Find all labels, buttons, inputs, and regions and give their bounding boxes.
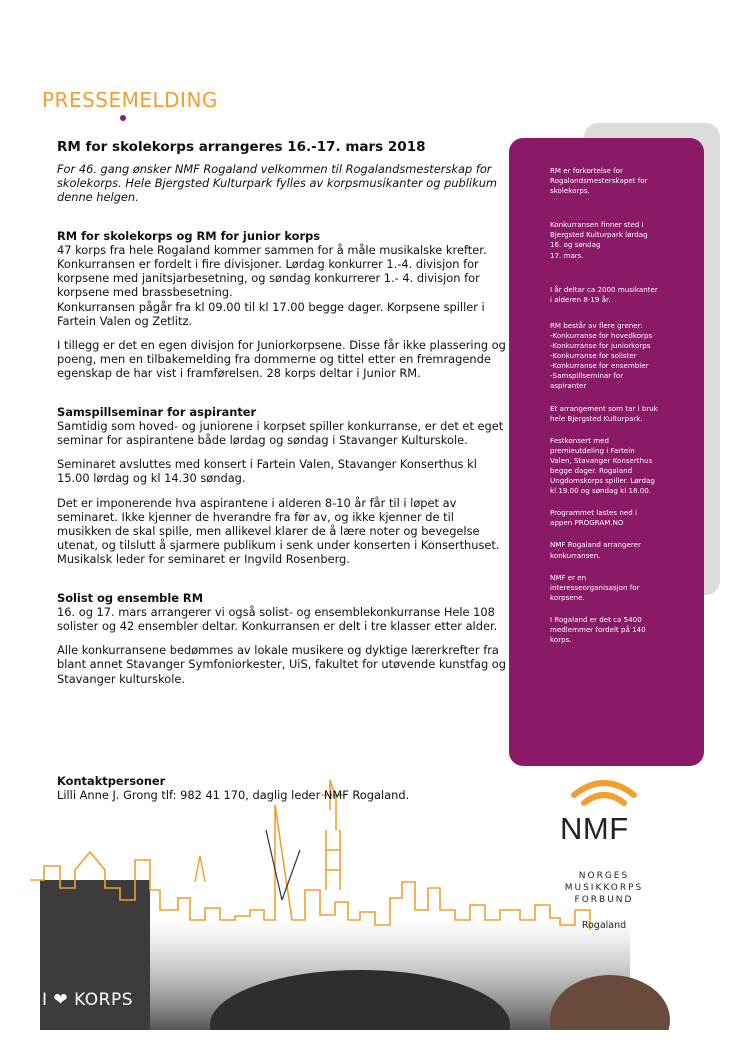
sidebar-item: NMF Rogaland arrangerer konkurransen.: [550, 540, 641, 560]
paragraph: 47 korps fra hele Rogaland kommer sammen for å måle musikalske krefter. Konkurransen er fordelt i fire divisjoner. Lørdag konkurrer 1.-4. divisjon for korpsene med janitsjarbesetning, og søndag konkurrerer 1.- 4. divisjon for korpsene med brassbesetning.: [57, 242, 487, 300]
paragraph: Seminaret avsluttes med konsert i Fartein Valen, Stavanger Konserthus kl 15.00 lørdag og kl 14.30 søndag.: [57, 457, 477, 486]
contact-section: [57, 774, 409, 802]
heart-icon: ❤: [53, 990, 69, 1010]
paragraph: Det er imponerende hva aspirantene i alderen 8-10 år får til i løpet av seminaret. Ikke kjenner de hverandre fra før av, og ikke kjenner de til musikken de skal spille, men allikevel klarer de å lære noter og bevegelse utenat, og tilslutt å sjarmere publikum i senk under konserten i Konserthuset. Musikalsk leder for seminaret er Ingvild Rosenberg.: [57, 495, 500, 567]
sidebar-item: NMF er en interesseorganisasjon for korpsene.: [550, 572, 640, 602]
logo-line-norges: NORGES: [578, 871, 630, 881]
article-body: [57, 162, 507, 696]
sidebar-item: RM er forkortelse for Rogalandsmesterskapet for skolekorps.: [550, 166, 648, 196]
contact-line: Lilli Anne J. Grong tlf: 982 41 170, daglig leder NMF Rogaland.: [57, 788, 410, 802]
section-title: RM for skolekorps og RM for junior korps: [57, 228, 321, 243]
sound-wave-icon: [548, 773, 668, 813]
banner-prefix: I: [42, 990, 48, 1010]
sidebar-item: Festkonsert med premieutdeling i Fartein Valen, Stavanger Konserthus begge dager. Rogaland Ungdomskorps spiller. Lørdag kl 19.00 og søndag kl 18.00.: [550, 435, 655, 496]
sidebar-item: Konkurransen finner sted i Bjergsted Kulturpark lørdag 16. og søndag 17. mars.: [550, 220, 648, 260]
logo-line-musikkorps: MUSIKKORPS: [564, 883, 644, 893]
sidebar-item: I Rogaland er det ca 5400 medlemmer fordelt på 140 korps.: [550, 614, 646, 645]
page-header-title: PRESSEMELDING: [42, 88, 218, 112]
paragraph: Alle konkurransene bedømmes av lokale musikere og dyktige lærerkrefter fra blant annet Stavanger Symfoniorkester, UiS, fakultet for utøvende kunstfag og Stavanger kulturskole.: [57, 643, 507, 686]
section-samspillseminar: [57, 405, 507, 567]
header-dot-decoration: [120, 115, 126, 121]
paragraph: Konkurransen pågår fra kl 09.00 til kl 17.00 begge dager. Korpsene spiller i Fartein Valen og Zetlitz.: [57, 299, 485, 328]
sidebar-item: I år deltar ca 2000 musikanter i alderen 8-19 år.: [550, 284, 658, 304]
section-rm-skolekorps: [57, 229, 507, 381]
section-title: Samspillseminar for aspiranter: [57, 404, 257, 419]
paragraph: I tillegg er det en egen divisjon for Juniorkorpsene. Disse får ikke plassering og poeng, men en tilbakemelding fra dommerne og tittel etter en fremragende egenskap de har vist i framførelsen. 28 korps deltar i Junior RM.: [57, 338, 506, 381]
sidebar-item: RM består av flere grener: -Konkurranse for hovedkorps -Konkurranse for juniorkorps -Konkurranse for solister -Konkurranse for ensembler -Samspillseminar for aspiranter: [550, 320, 653, 391]
section-title: Solist og ensemble RM: [57, 590, 204, 605]
logo-region: Rogaland: [581, 920, 627, 931]
i-love-korps-banner: [42, 990, 133, 1010]
sidebar-item: Et arrangement som tar i bruk hele Bjergsted Kulturpark.: [550, 403, 658, 423]
section-solist-ensemble: [57, 591, 507, 686]
facts-sidebar: [509, 138, 704, 766]
logo-line-forbund: FORBUND: [574, 895, 634, 905]
paragraph: Samtidig som hoved- og juniorene i korpset spiller konkurranse, er det et eget seminar for aspirantene både lørdag og søndag i Stavanger Kulturskole.: [57, 418, 504, 448]
logo-acronym: NMF: [560, 811, 629, 846]
article-intro: For 46. gang ønsker NMF Rogaland velkommen til Rogalandsmesterskap for skolekorps. Hele Bjergsted Kulturpark fylles av korpsmusikanter og publikum denne helgen.: [57, 162, 498, 205]
paragraph: 16. og 17. mars arrangerer vi også solist- og ensemblekonkurranse Hele 108 solister og 42 ensembler deltar. Konkurransen er delt i tre klasser etter alder.: [57, 604, 498, 634]
article-title: RM for skolekorps arrangeres 16.-17. mars 2018: [57, 139, 426, 155]
sidebar-item: Programmet lastes ned i appen PROGRAM.NO: [550, 508, 637, 528]
contacts-label: Kontaktpersoner: [57, 774, 166, 788]
banner-word: KORPS: [74, 990, 134, 1010]
